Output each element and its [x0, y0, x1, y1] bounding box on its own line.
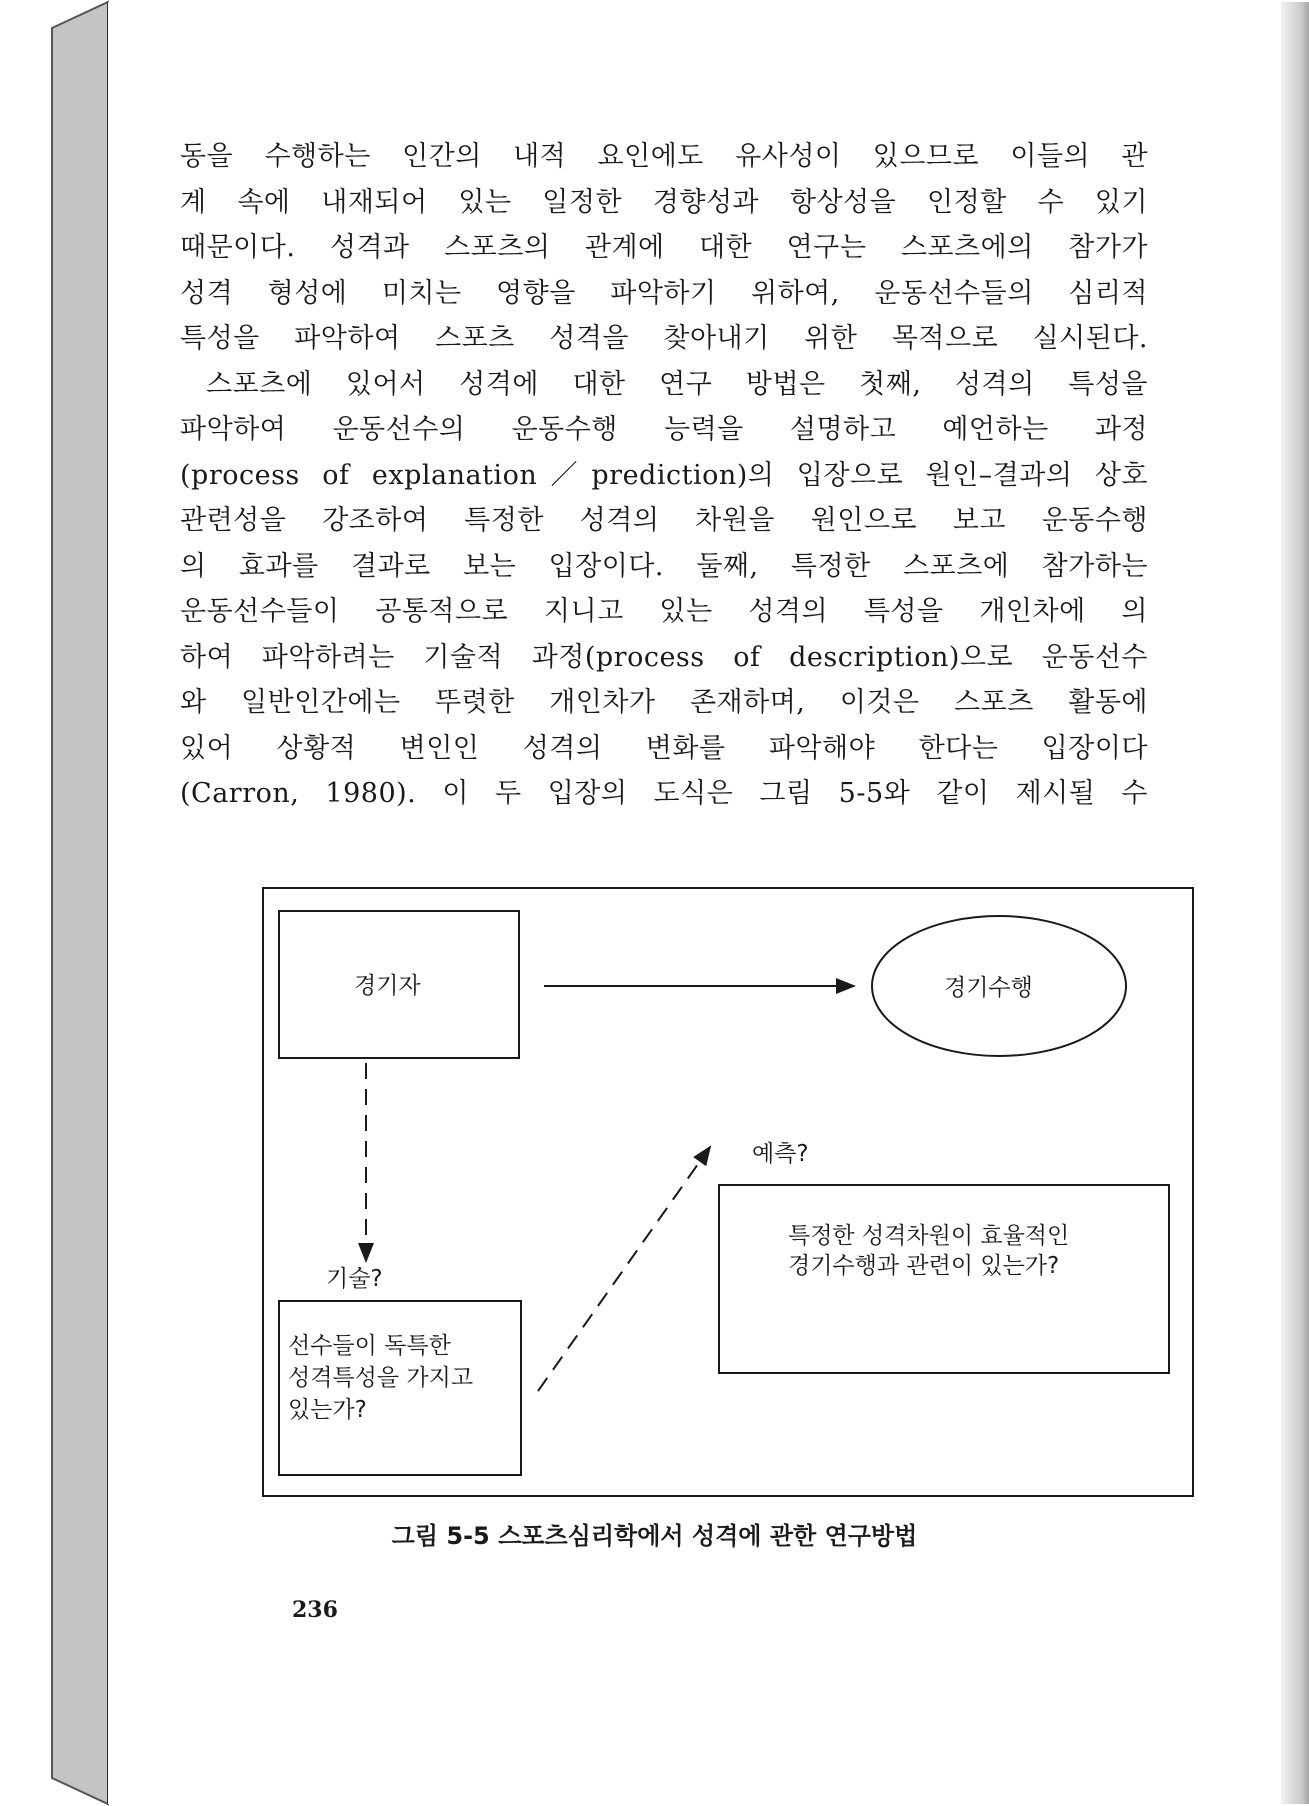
dimension-question-line: 특정한 성격차원이 효율적인	[788, 1223, 1070, 1249]
text-line: (Carron, 1980). 이 두 입장의 도식은 그림 5-5와 같이 제시될 수	[180, 778, 1148, 809]
body-text	[180, 134, 1148, 817]
prediction-dashed-arrow	[538, 1147, 710, 1391]
figure-frame	[262, 887, 1194, 1497]
traits-question-line: 선수들이 독특한	[288, 1333, 451, 1359]
traits-question-line: 있는가?	[288, 1397, 367, 1423]
text-line: 관련성을 강조하여 특정한 성격의 차원을 원인으로 보고 운동수행	[180, 505, 1148, 536]
text-line: 때문이다. 성격과 스포츠의 관계에 대한 연구는 스포츠에의 참가가	[180, 232, 1148, 263]
athlete-label: 경기자	[354, 973, 421, 999]
text-line: 와 일반인간에는 뚜렷한 개인차가 존재하며, 이것은 스포츠 활동에	[180, 687, 1148, 718]
text-line: 하여 파악하려는 기술적 과정(process of description)으로 운동선수	[180, 641, 1148, 673]
text-line: 파악하여 운동선수의 운동수행 능력을 설명하고 예언하는 과정	[180, 414, 1148, 445]
text-line: 운동선수들이 공통적으로 지니고 있는 성격의 특성을 개인차에 의	[180, 596, 1148, 627]
text-line: 의 효과를 결과로 보는 입장이다. 둘째, 특정한 스포츠에 참가하는	[180, 550, 1148, 582]
page-number: 236	[292, 1597, 338, 1623]
text-line: 스포츠에 있어서 성격에 대한 연구 방법은 첫째, 성격의 특성을	[206, 368, 1148, 400]
text-line: (process of explanation／prediction)의 입장으로 원인–결과의 상호	[180, 459, 1148, 491]
text-line: 특성을 파악하여 스포츠 성격을 찾아내기 위한 목적으로 실시된다.	[180, 323, 1148, 354]
text-line: 있어 상황적 변인인 성격의 변화를 파악해야 한다는 입장이다	[180, 732, 1148, 764]
prediction-label: 예측?	[752, 1141, 809, 1167]
text-line: 성격 형성에 미치는 영향을 파악하기 위하여, 운동선수들의 심리적	[180, 277, 1148, 309]
description-label: 기술?	[326, 1266, 383, 1292]
dimension-question-line: 경기수행과 관련이 있는가?	[788, 1253, 1060, 1279]
text-line: 계 속에 내재되어 있는 일정한 경향성과 항상성을 인정할 수 있기	[180, 186, 1148, 218]
performance-label: 경기수행	[944, 975, 1033, 1001]
figure-caption: 그림 5-5 스포츠심리학에서 성격에 관한 연구방법	[391, 1522, 918, 1550]
text-line: 동을 수행하는 인간의 내적 요인에도 유사성이 있으므로 이들의 관	[180, 141, 1148, 172]
traits-question-line: 성격특성을 가지고	[288, 1365, 474, 1391]
